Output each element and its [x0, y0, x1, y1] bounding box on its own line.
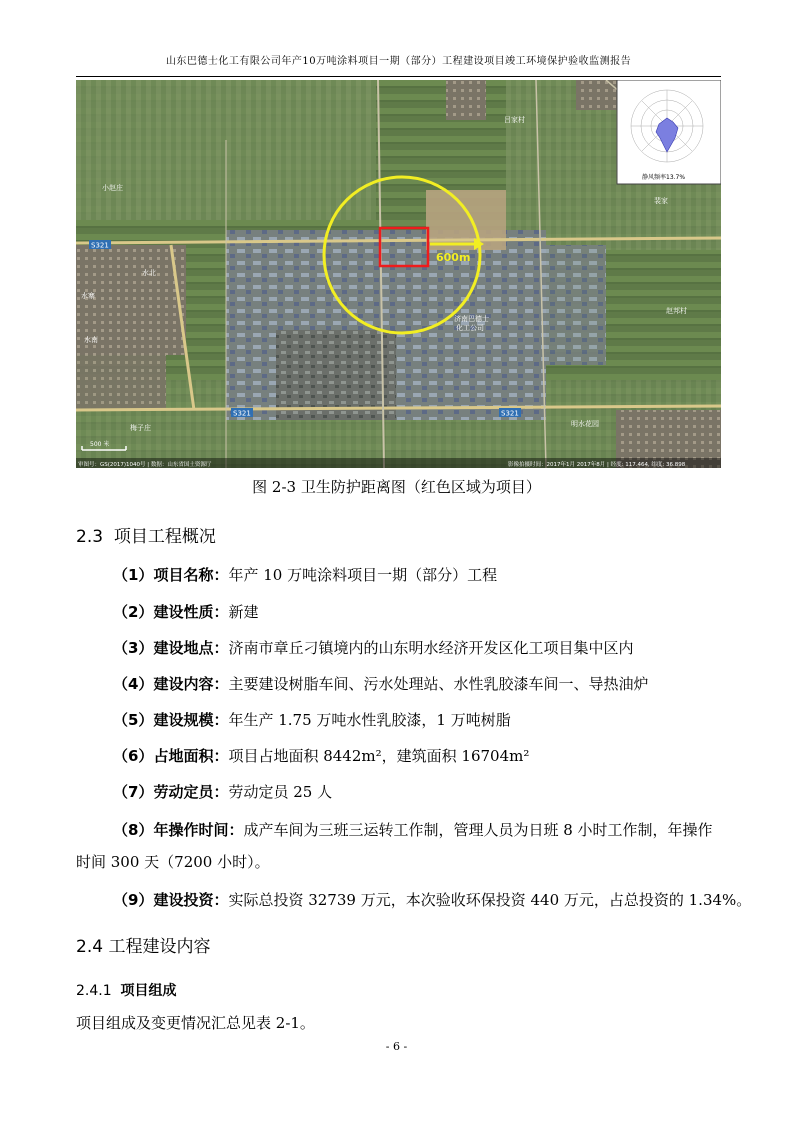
page-header: 山东巴德士化工有限公司年产10万吨涂料项目一期（部分）工程建设项目竣工环境保护验收监测报告	[76, 52, 721, 77]
place-label: 赵邦村	[666, 307, 687, 315]
place-label: 裴家	[654, 197, 668, 205]
item-construction-location: （3）建设地点：济南市章丘刁镇境内的山东明水经济开发区化工项目集中区内	[113, 639, 634, 657]
road-shield: S321	[501, 409, 519, 418]
item-floor-area: （6）占地面积：项目占地面积 8442m²，建筑面积 16704m²	[113, 747, 530, 765]
wind-rose-inset	[617, 80, 721, 184]
item-investment: （9）建设投资：实际总投资 32739 万元，本次验收环保投资 440 万元，占总投资的 1.34%。	[113, 891, 752, 909]
place-label: 明水花园	[571, 420, 599, 428]
place-label: 水寨	[81, 292, 95, 300]
road-shield: S321	[91, 241, 109, 250]
section-heading-2-4: 2.4 工程建设内容	[76, 937, 211, 957]
place-label: 梅子庄	[130, 424, 151, 432]
place-label: 化工公司	[456, 324, 484, 332]
distance-label: 600m	[436, 251, 471, 264]
section-heading-2-4-1: 2.4.1 项目组成	[76, 983, 177, 999]
paragraph-2-4-1: 项目组成及变更情况汇总见表 2-1。	[76, 1014, 315, 1032]
place-label: 小赵庄	[102, 184, 123, 192]
place-label: 济南巴德士	[454, 315, 489, 323]
place-label: 吕家村	[504, 116, 525, 124]
place-label: 水南	[84, 336, 98, 344]
figure-caption: 图 2-3 卫生防护距离图（红色区域为项目）	[252, 478, 541, 496]
scale-label: 500 米	[90, 441, 110, 448]
item-construction-nature: （2）建设性质：新建	[113, 603, 259, 621]
satellite-map	[76, 80, 721, 468]
map-footer-left: 审图号：GS(2017)1040号 | 数据：山东省国土资源厅	[78, 462, 212, 468]
map-footer-right: 影像拍摄时间：2017年1月 2017年8月 | 经度: 117.464, 纬度: 36.898	[508, 462, 686, 468]
windrose-caption: 静风频率13.7%	[642, 174, 686, 181]
section-heading-2-3: 2.3 项目工程概况	[76, 527, 216, 547]
item-staffing: （7）劳动定员：劳动定员 25 人	[113, 783, 333, 801]
page-number: - 6 -	[385, 1040, 408, 1053]
item-construction-content: （4）建设内容：主要建设树脂车间、污水处理站、水性乳胶漆车间一、导热油炉	[113, 675, 649, 693]
item-operation-time: （8）年操作时间：成产车间为三班三运转工作制，管理人员为日班 8 小时工作制，年操作时间 300 天（7200 小时）。	[76, 821, 713, 871]
place-label: 水北	[142, 269, 156, 277]
item-project-name: （1）项目名称：年产 10 万吨涂料项目一期（部分）工程	[113, 566, 498, 584]
road-shield: S321	[233, 409, 251, 418]
item-construction-scale: （5）建设规模：年生产 1.75 万吨水性乳胶漆，1 万吨树脂	[113, 711, 511, 729]
